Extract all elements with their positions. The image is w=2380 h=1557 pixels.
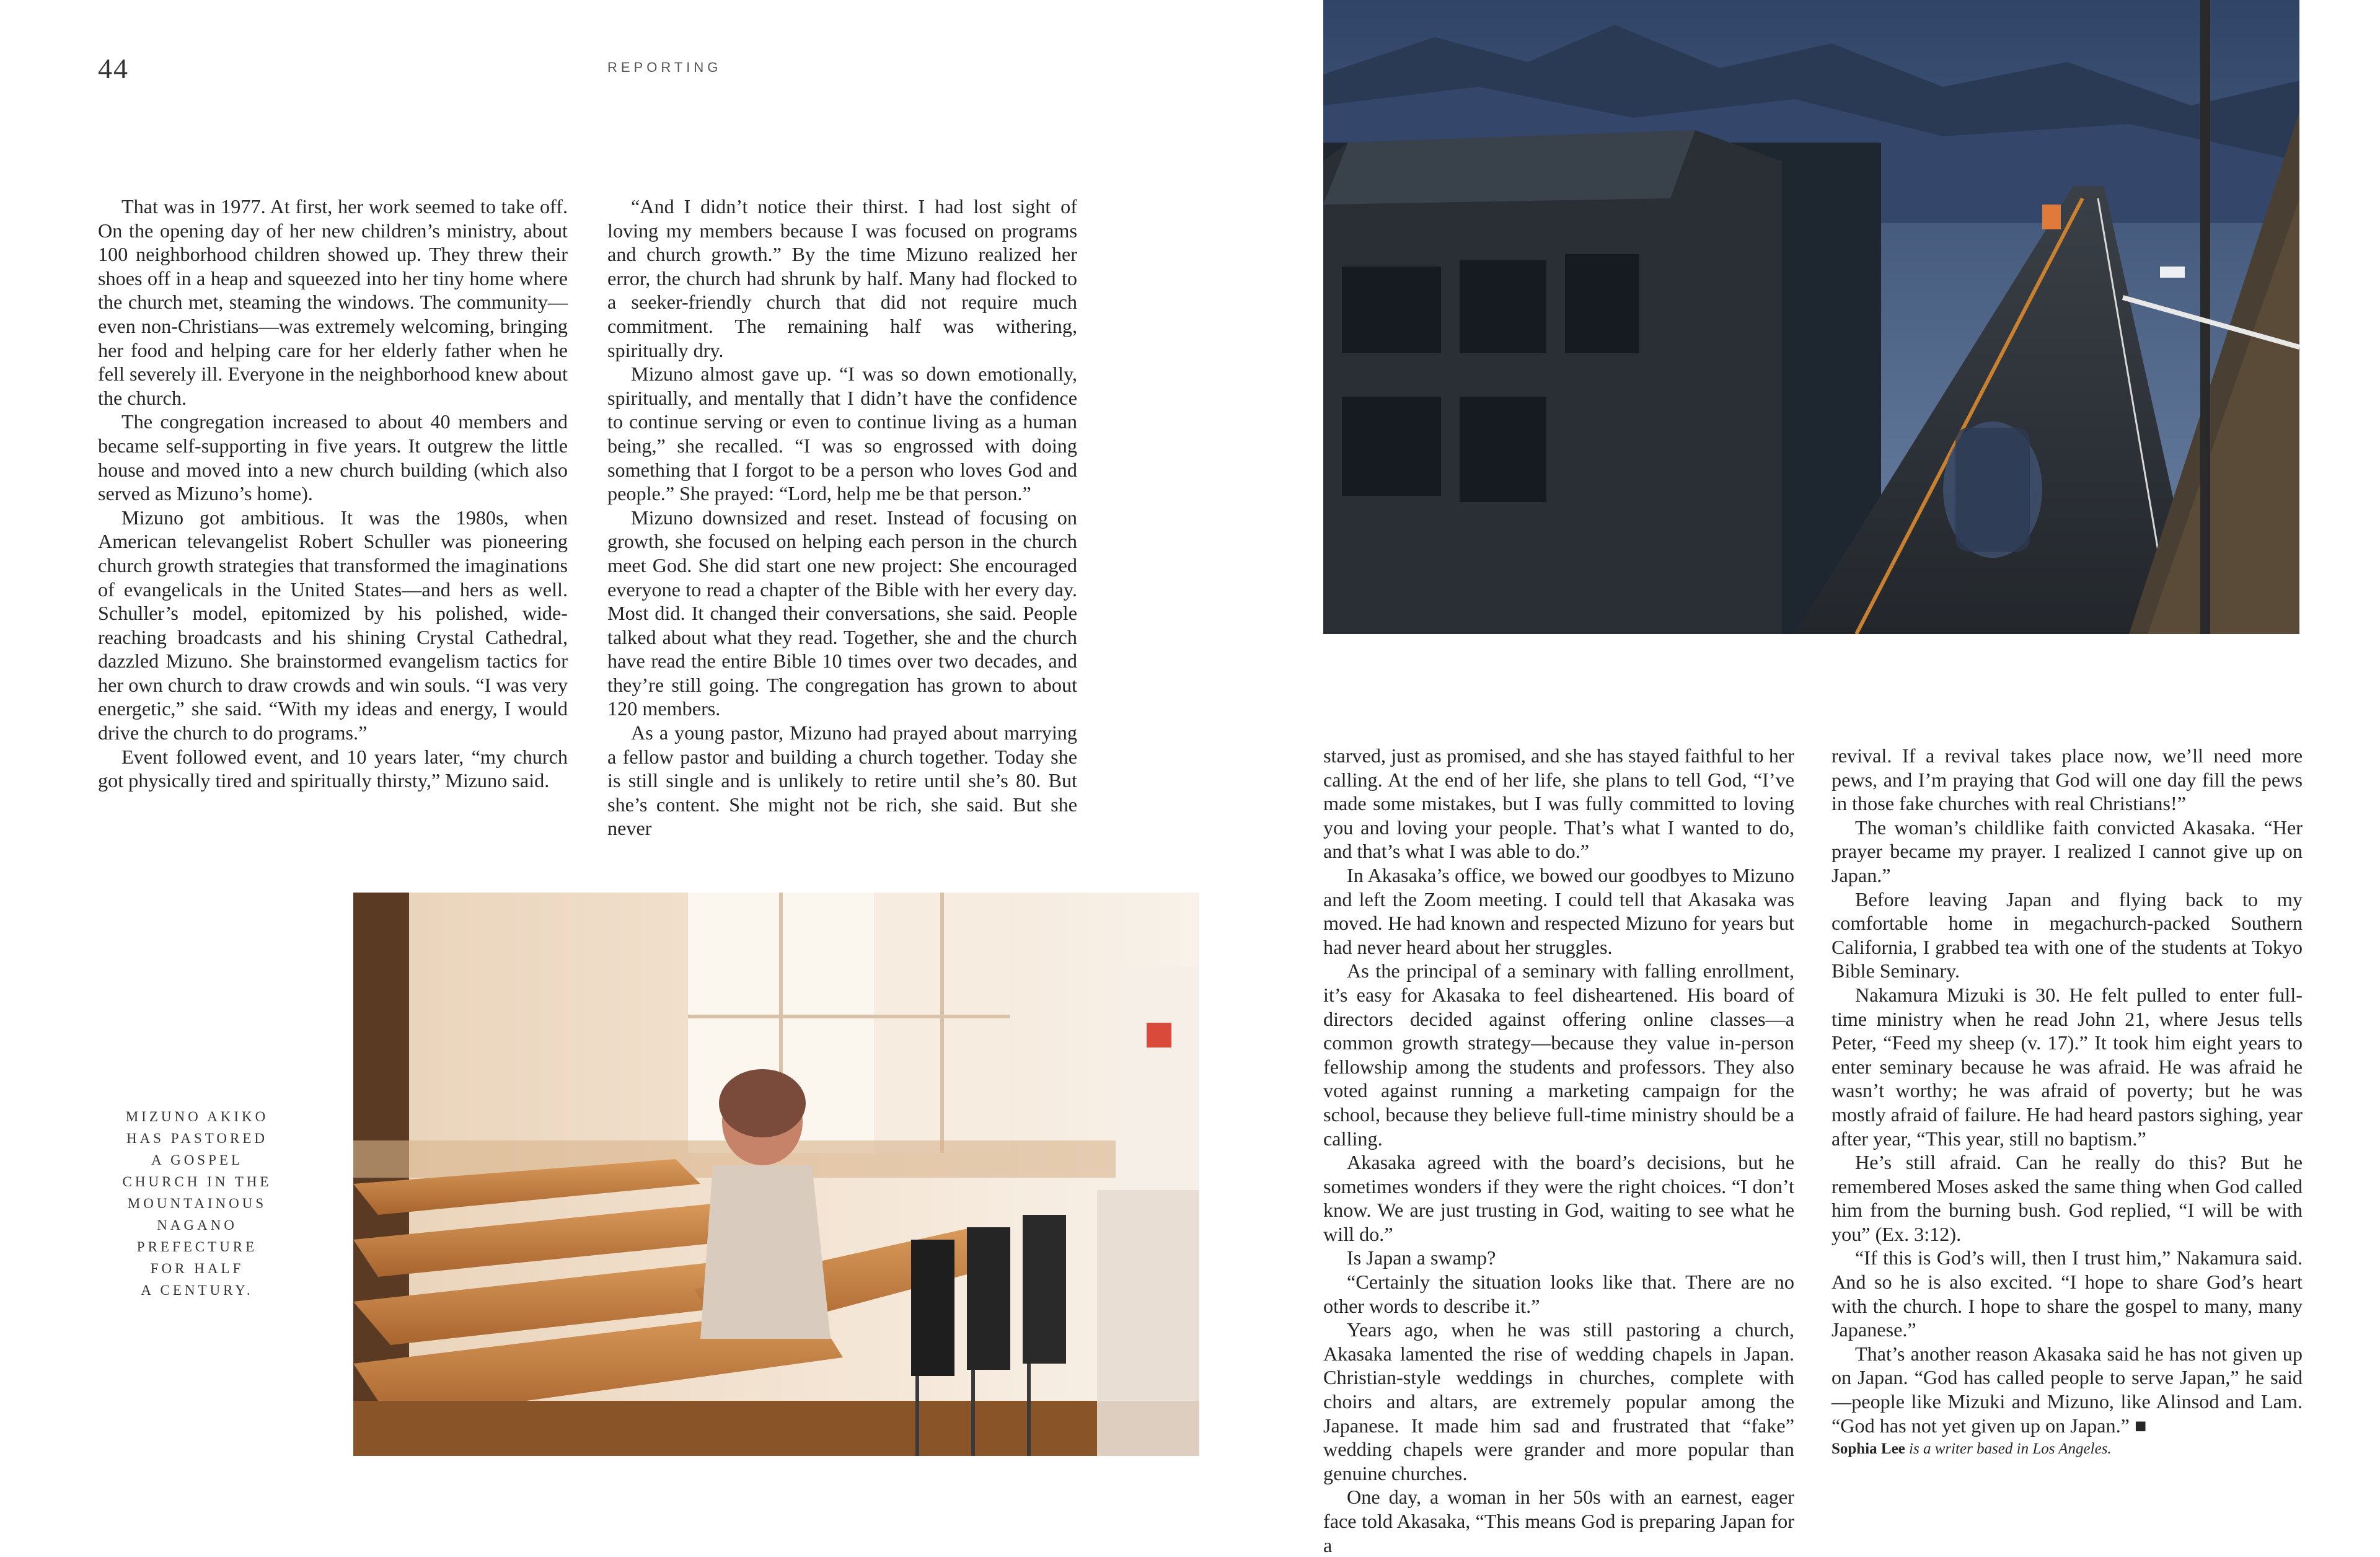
- text-column-4: [1831, 744, 2303, 1462]
- page-number: 44: [98, 53, 129, 84]
- paragraph: The woman’s childlike faith convicted Akasaka. “Her prayer became my prayer. I realized I cannot give up on Japan.”: [1831, 816, 2303, 886]
- text-column-1: [98, 195, 568, 793]
- text-column-3: [1323, 744, 1794, 1557]
- paragraph: One day, a woman in her 50s with an earnest, eager face told Akasaka, “This means God is preparing Japan for a: [1323, 1486, 1794, 1556]
- paragraph: Before leaving Japan and flying back to my comfortable home in megachurch-packed Southern California, I grabbed tea with one of the students at Tokyo Bible Seminary.: [1831, 888, 2303, 982]
- paragraph: The congregation increased to about 40 members and became self-supporting in five years. It outgrew the little house and moved into a new church building (which also served as Mizuno’s home).: [98, 410, 568, 505]
- paragraph: Is Japan a swamp?: [1347, 1246, 1496, 1269]
- section-label: REPORTING: [607, 60, 722, 75]
- paragraph: Nakamura Mizuki is 30. He felt pulled to enter full-time ministry when he read John 21, where Jesus tells Peter, “Feed my sheep (v. 17).” It took him eight years to enter seminary because he was afraid. He was afraid he wasn’t worthy; he was afraid of poverty; but he was mostly afraid of failure. He had heard pastors sighing, year after year, “This year, still no baptism.”: [1831, 983, 2303, 1150]
- paragraph: He’s still afraid. Can he really do this? But he remembered Moses asked the same thing when God called him from the burning bush. God replied, “I will be with you” (Ex. 3:12).: [1831, 1151, 2303, 1245]
- paragraph: In Akasaka’s office, we bowed our goodbyes to Mizuno and left the Zoom meeting. I could tell that Akasaka was moved. He had known and respected Mizuno for years but had never heard about her struggles.: [1323, 863, 1794, 958]
- author-name: Sophia Lee: [1831, 1440, 1905, 1458]
- author-description: is a writer based in Los Angeles.: [1905, 1440, 2112, 1458]
- paragraph: starved, just as promised, and she has stayed faithful to her calling. At the end of her life, she plans to tell God, “I’ve made some mistakes, but I was fully committed to loving you and loving your people. That’s what I wanted to do, and that’s what I was able to do.”: [1323, 744, 1794, 863]
- paragraph: Mizuno got ambitious. It was the 1980s, when American televangelist Robert Schuller was pioneering church growth strategies that transformed the imaginations of evangelicals in the United States—and hers as well. Schuller’s model, epitomized by his polished, wide-reaching broadcasts and his shining Crystal Cathedral, dazzled Mizuno. She brainstormed evangelism tactics for her own church to draw crowds and win souls. “I was very energetic,” she said. “With my ideas and energy, I would drive the church to do programs.”: [98, 506, 568, 744]
- text-column-2: [607, 195, 1077, 840]
- paragraph: As the principal of a seminary with falling enrollment, it’s easy for Akasaka to feel disheartened. His board of directors decided against offering online classes—a common growth strategy—because they value in-person fellowship among the students and professors. They also voted against running a marketing campaign for the school, because they believe full-time ministry should be a calling.: [1323, 959, 1794, 1150]
- paragraph: Akasaka agreed with the board’s decisions, but he sometimes wonders if they were the right choices. “I don’t know. We are just trusting in God, waiting to see what he will do.”: [1323, 1151, 1794, 1245]
- paragraph: Years ago, when he was still pastoring a church, Akasaka lamented the rise of wedding chapels in Japan. Christian-style weddings in churches, complete with choirs and altars, are extremely popular among the Japanese. It made him sad and frustrated that “fake” wedding chapels were grander and more popular than genuine churches.: [1323, 1318, 1794, 1484]
- paragraph: Event followed event, and 10 years later, “my church got physically tired and spiritually thirsty,” Mizuno said.: [98, 745, 568, 792]
- author-byline: [1831, 1437, 2303, 1462]
- paragraph: That’s another reason Akasaka said he has not given up on Japan. “God has called people to serve Japan,” he said—people like Mizuki and Mizuno, like Alinsod and Lam. “God has not yet given up on Japan.” ■: [1831, 1342, 2303, 1437]
- paragraph: As a young pastor, Mizuno had prayed about marrying a fellow pastor and building a church together. Today she is still single and is unlikely to retire until she’s 80. But she’s content. She might not be rich, she said. But she never: [607, 721, 1077, 840]
- church-photo: [353, 893, 1199, 1456]
- paragraph: Mizuno almost gave up. “I was so down emotionally, spiritually, and mentally that I didn’t have the confidence to continue serving or even to continue living as a human being,” she recalled. “I was so engrossed with doing something that I forgot to be a person who loves God and people.” She prayed: “Lord, help me be that person.”: [607, 363, 1077, 505]
- paragraph: That was in 1977. At first, her work seemed to take off. On the opening day of her new children’s ministry, about 100 neighborhood children showed up. They threw their shoes off in a heap and squeezed into her tiny home where the church met, steaming the windows. The community—even non-Christians—was extremely welcoming, bringing her food and helping care for her elderly father when he fell severely ill. Everyone in the neighborhood knew about the church.: [98, 195, 568, 409]
- photo-caption: MIZUNO AKIKO HAS PASTORED A GOSPEL CHURCH IN THE MOUNTAINOUS NAGANO PREFECTURE FOR HALF A CENTURY.: [122, 1109, 272, 1298]
- paragraph: “Certainly the situation looks like that. There are no other words to describe it.”: [1323, 1271, 1794, 1317]
- paragraph: “If this is God’s will, then I trust him,” Nakamura said. And so he is also excited. “I hope to share God’s heart with the church. I hope to share the gospel to many, many Japanese.”: [1831, 1246, 2303, 1341]
- street-photo: [1323, 0, 2299, 634]
- paragraph: Mizuno downsized and reset. Instead of focusing on growth, she focused on helping each person in the church meet God. She did start one new project: She encouraged everyone to read a chapter of the Bible with her every day. Most did. It changed their conversations, she said. People talked about what they read. Together, she and the church have read the entire Bible 10 times over two decades, and they’re still going. The congregation has grown to about 120 members.: [607, 506, 1077, 720]
- paragraph: revival. If a revival takes place now, we’ll need more pews, and I’m praying that God will one day fill the pews in those fake churches with real Christians!”: [1831, 744, 2303, 815]
- paragraph: “And I didn’t notice their thirst. I had lost sight of loving my members because I was focused on programs and church growth.” By the time Mizuno realized her error, the church had shrunk by half. Many had flocked to a seeker-friendly church that did not require much commitment. The remaining half was withering, spiritually dry.: [607, 195, 1077, 361]
